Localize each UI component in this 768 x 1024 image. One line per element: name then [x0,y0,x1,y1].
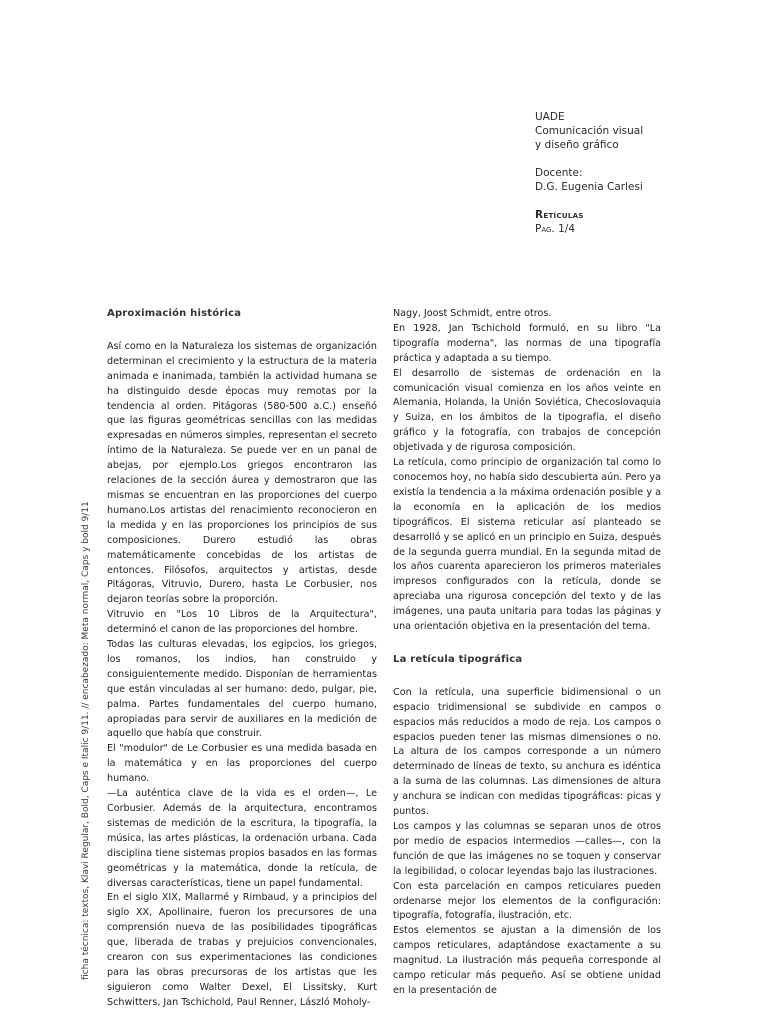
paragraph: En el siglo XIX, Mallarmé y Rimbaud, y a principios del siglo XX, Apollinaire, fueron los precursores de una comprensión nueva de las posibilidades tipográficas que, liberada de trabas y prejuicios convencionales, crearon con sus experimentaciones las condiciones para las obras precursoras de los artistas que les siguieron como Walter Dexel, El Lissitsky, Kurt Schwitters, Jan Tschichold, Paul Renner, László Moholy- [107,892,377,1008]
heading-typographic-grid: La retícula tipográfica [393,653,523,665]
paragraph: La retícula, como principio de organización tal como lo conocemos hoy, no había sido descubierta aún. Pero ya existía la tendencia a la máxima ordenación posible y a la economía en la aplicación de los medios tipográficos. El sistema reticular así planteado se desarrolló y se aplicó en un principio en Suiza, después de la segunda guerra mundial. En la segunda mitad de los años cuarenta aparecieron los primeros materiales impresos configurados con la retícula, donde se apreciaba una rigurosa concepción del texto y de las imágenes, una pauta unitaria para todas las páginas y una orientación objetiva en la presentación del tema. [393,457,661,633]
paragraph: El desarrollo de sistemas de ordenación en la comunicación visual comienza en los años veinte en Alemania, Holanda, la Unión Soviética, Checoslovaquia y Suiza, en los ámbitos de la tipografía, el diseño gráfico y la fotografía, con trabajos de concepción objetivada y de rigurosa composición. [393,367,661,454]
institution-name: UADE [535,111,565,123]
teacher-label: Docente: [535,167,583,179]
course-title-line-2: y diseño gráfico [535,139,619,151]
paragraph: El "modulor" de Le Corbusier es una medida basada en la matemática y en las proporciones del cuerpo humano. [107,743,377,785]
teacher-name: D.G. Eugenia Carlesi [535,181,643,193]
page-number: Pag. 1/4 [535,223,575,235]
heading-historical-approach: Aproximación histórica [107,308,242,319]
paragraph: Con esta parcelación en campos reticulares pueden ordenarse mejor los elementos de la configuración: tipografía, fotografía, ilustración, etc. [393,880,661,922]
right-column [393,307,661,999]
paragraph: Nagy, Joost Schmidt, entre otros. [393,308,552,319]
paragraph: Los campos y las columnas se separan unos de otros por medio de espacios intermedios —calles—, con la función de que las imágenes no se toquen y conservar la legibilidad, o colocar leyendas bajo las ilustraciones. [393,821,661,877]
paragraph: En 1928, Jan Tschichold formuló, en su libro "La tipografía moderna", las normas de una tipografía práctica y adaptada a su tiempo. [393,322,661,364]
course-title-line-1: Comunicación visual [535,125,644,137]
paragraph: —La auténtica clave de la vida es el orden—, Le Corbusier. Además de la arquitectura, encontramos sistemas de medición de la escritura, la tipografía, la música, las artes plásticas, la ordenación urbana. Cada disciplina tiene sistemas propios basados en las formas geométricas y la matemática, donde la retícula, de diversas características, tiene un papel fundamental. [107,788,377,889]
paragraph: Vitruvio en "Los 10 Libros de la Arquitectura", determinó el canon de las proporciones del hombre. [107,609,377,636]
left-column [107,307,377,1011]
document-header [535,110,745,236]
paragraph: Así como en la Naturaleza los sistemas de organización determinan el crecimiento y la estructura de la materia animada e inanimada, también la actividad humana se ha distinguido desde épocas muy remotas por la tendencia al orden. Pitágoras (580-500 a.C.) enseñó que las figuras geométricas sencillas con las medidas expresadas en números simples, representan el secreto íntimo de la Naturaleza. Se puede ver en un panal de abejas, por ejemplo.Los griegos encontraron las relaciones de la sección áurea y demostraron que las mismas se encuentran en las proporciones del cuerpo humano.Los artistas del renacimiento reconocieron en la medida y en las proporciones los principios de sus composiciones. Durero estudió las obras matemáticamente concebidas de los artistas de entonces. Filósofos, arquitectos y artistas, desde Pitágoras, Vitruvio, Durero, hasta Le Corbusier, nos dejaron teorías sobre la proporción. [107,340,377,606]
paragraph: Con la retícula, una superficie bidimensional o un espacio tridimensional se subdivide en campos o espacios más reducidos a modo de reja. Los campos o espacios pueden tener las mismas dimensiones o no. La altura de los campos corresponde a un número determinado de líneas de texto, su anchura es idéntica a la suma de las columnas. Las dimensiones de altura y anchura se indican con medidas tipográficas: picas y puntos. [393,686,661,818]
paragraph: Estos elementos se ajustan a la dimensión de los campos reticulares, adaptándose exactamente a su magnitud. La ilustración más pequeña corresponde al campo reticular más pequeño. Así se obtiene unidad en la presentación de [393,925,661,996]
paragraph: Todas las culturas elevadas, los egipcios, los griegos, los romanos, los indios, han construido y consiguientemente medido. Disponían de herramientas que están vinculadas al ser humano: dedo, pulgar, pie, palma. Partes fundamentales del cuerpo humano, apropiadas para servir de auxiliares en la medición de aquello que había que construir. [107,639,377,740]
technical-sheet-note: ficha técnica: textos, Klavi Regular, Bold, Caps e Italic 9/11. // encabezado: Meta normal, Caps y bold 9/11 [81,501,91,980]
section-title: Retículas [535,209,584,221]
